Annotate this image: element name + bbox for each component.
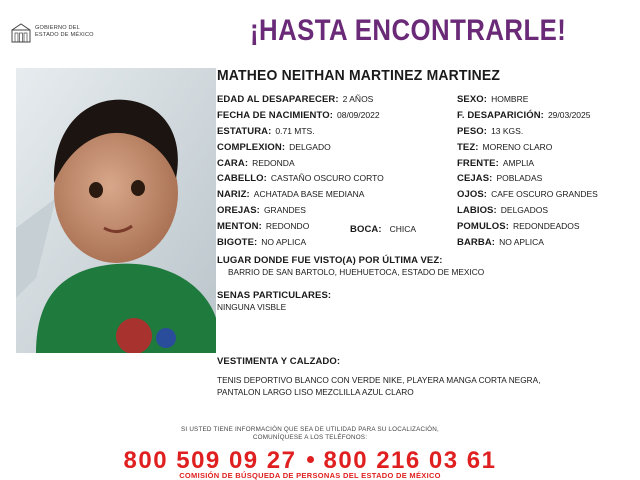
field-ears: [217, 205, 306, 216]
commission-name: COMISIÓN DE BÚSQUEDA DE PERSONAS DEL ESTADO DE MÉXICO: [179, 471, 441, 480]
clothing-line-1: TENIS DEPORTIVO BLANCO CON VERDE NIKE, PLAYERA MANGA CORTA NEGRA,: [217, 375, 541, 385]
field-value: DELGADO: [289, 142, 331, 152]
field-label: PESO:: [457, 126, 488, 137]
field-label: POMULOS:: [457, 221, 509, 232]
missing-person-photo: [16, 68, 216, 353]
person-name: MATHEO NEITHAN MARTINEZ MARTINEZ: [217, 67, 501, 84]
field-label: BIGOTE:: [217, 237, 258, 248]
field-label: NARIZ:: [217, 189, 250, 200]
field-value: REDONDO: [265, 221, 310, 231]
clothing-line-2: PANTALON LARGO LISO MEZCLILLA AZUL CLARO: [217, 387, 414, 397]
field-label: CEJAS:: [457, 173, 493, 184]
field-label: OJOS:: [457, 189, 488, 200]
field-complexion: [457, 142, 552, 153]
field-eyes: [457, 189, 598, 200]
field-label: FECHA DE NACIMIENTO:: [217, 110, 333, 121]
field-label: CABELLO:: [217, 173, 267, 184]
field-value: 0.71 MTS.: [275, 126, 315, 136]
field-value: CHICA: [389, 224, 417, 234]
distinctive-marks-label: SENAS PARTICULARES:: [217, 290, 332, 301]
logo-line-1: GOBIERNO DEL: [35, 25, 80, 31]
contact-note-line-2: COMUNÍQUESE A LOS TELÉFONOS:: [252, 434, 368, 441]
field-label: OREJAS:: [217, 205, 260, 216]
field-lips: [457, 205, 548, 216]
field-value: NO APLICA: [261, 237, 307, 247]
clothing-label: VESTIMENTA Y CALZADO:: [217, 356, 341, 367]
field-label: BOCA:: [350, 224, 382, 235]
field-value: REDONDEADOS: [513, 221, 580, 231]
field-value: REDONDA: [252, 158, 295, 168]
field-value: GRANDES: [263, 205, 306, 215]
distinctive-marks-value: NINGUNA VISBLE: [217, 302, 287, 312]
field-value: 29/03/2025: [547, 110, 591, 120]
field-label: FRENTE:: [457, 158, 499, 169]
field-label: BARBA:: [457, 237, 496, 248]
field-value: ACHATADA BASE MEDIANA: [253, 189, 365, 199]
field-age: [217, 94, 373, 105]
phone-number-2[interactable]: 800 216 03 61: [323, 447, 497, 474]
field-eyebrows: [457, 173, 542, 184]
field-value: 13 KGS.: [491, 126, 524, 136]
field-chin: [217, 221, 309, 232]
field-hair: [217, 173, 384, 184]
field-disappearance-date: [457, 110, 590, 121]
phone-number-1[interactable]: 800 509 09 27: [123, 447, 297, 474]
field-mustache: [217, 237, 306, 248]
field-weight: [457, 126, 523, 137]
field-birthdate: [217, 110, 380, 121]
field-value: 08/09/2022: [337, 110, 380, 120]
field-value: HOMBRE: [491, 94, 529, 104]
contact-note-line-1: SI USTED TIENE INFORMACIÓN QUE SEA DE UTILIDAD PARA SU LOCALIZACIÓN,: [181, 426, 439, 433]
headline: ¡HASTA ENCONTRARLE!: [250, 14, 567, 47]
field-value: AMPLIA: [502, 158, 535, 168]
field-forehead: [457, 158, 534, 169]
field-label: COMPLEXION:: [217, 142, 286, 153]
separator-dot-icon: [307, 456, 314, 463]
field-label: LABIOS:: [457, 205, 497, 216]
field-value: DELGADOS: [500, 205, 549, 215]
field-value: MORENO CLARO: [482, 142, 553, 152]
field-value: CAFE OSCURO GRANDES: [491, 189, 598, 199]
last-seen-value: BARRIO DE SAN BARTOLO, HUEHUETOCA, ESTADO DE MEXICO: [228, 267, 485, 277]
government-logo: [10, 22, 120, 44]
field-value: NO APLICA: [499, 237, 544, 247]
field-cheekbones: [457, 221, 580, 232]
field-height: [217, 126, 315, 137]
field-value: CASTAÑO OSCURO CORTO: [270, 173, 384, 183]
field-sex: [457, 94, 528, 105]
state-emblem-icon: [10, 22, 32, 44]
field-label: ESTATURA:: [217, 126, 272, 137]
logo-line-2: ESTADO DE MÉXICO: [35, 32, 94, 38]
field-value: 2 AÑOS: [342, 94, 374, 104]
field-face: [217, 158, 295, 169]
field-build: [217, 142, 331, 153]
field-nose: [217, 189, 364, 200]
field-label: F. DESAPARICIÓN:: [457, 110, 544, 121]
field-value: POBLADAS: [496, 173, 543, 183]
field-label: CARA:: [217, 158, 249, 169]
field-label: TEZ:: [457, 142, 479, 153]
field-label: SEXO:: [457, 94, 488, 105]
field-label: EDAD AL DESAPARECER:: [217, 94, 339, 105]
field-mouth: [350, 224, 416, 235]
field-beard: [457, 237, 544, 248]
last-seen-label: LUGAR DONDE FUE VISTO(A) POR ÚLTIMA VEZ:: [217, 255, 443, 266]
field-label: MENTON:: [217, 221, 262, 232]
